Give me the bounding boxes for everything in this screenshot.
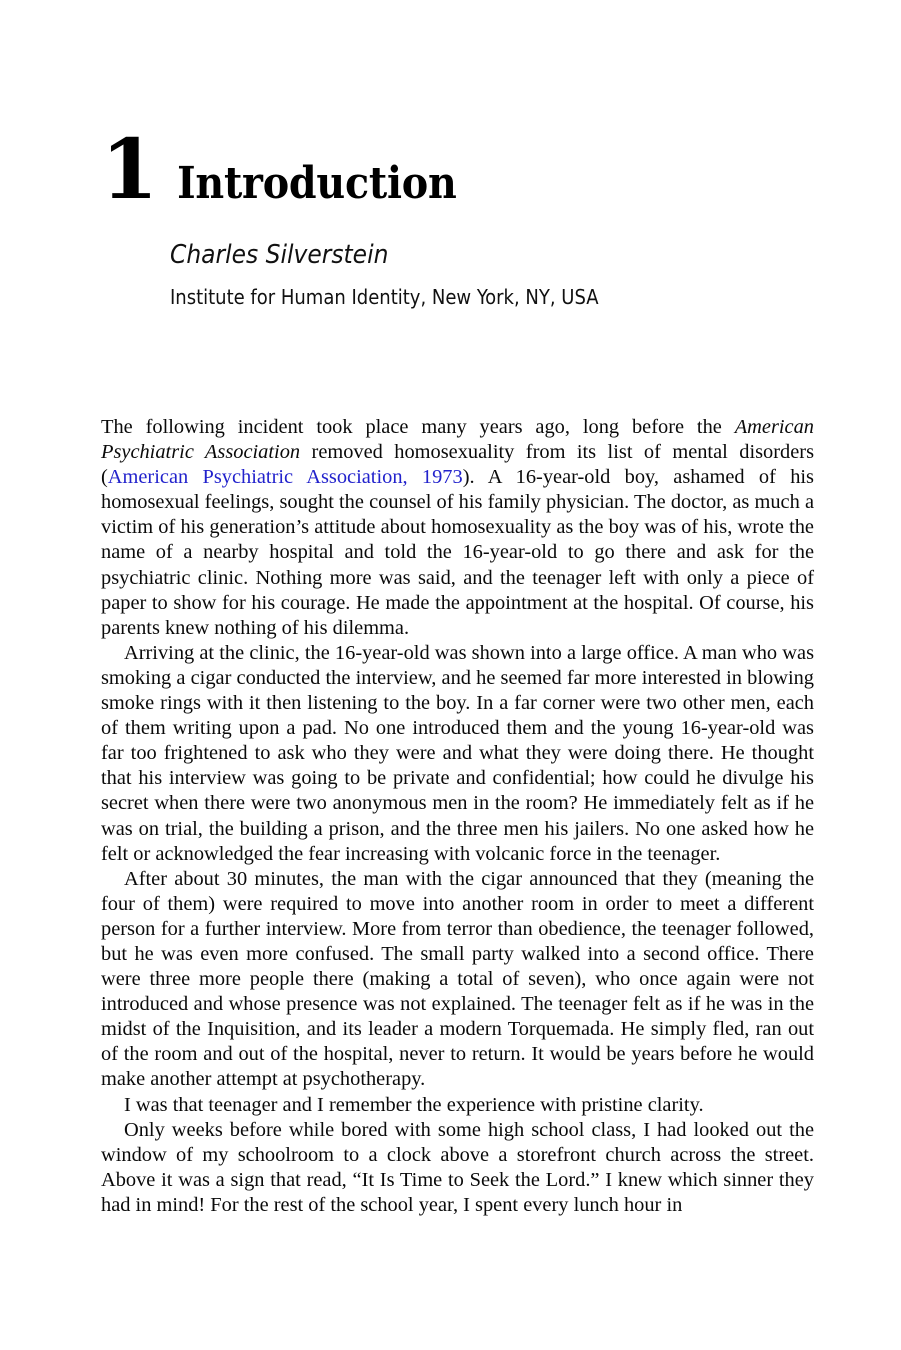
body-paragraph [101, 641, 814, 867]
text-run: ). A 16-year-old boy, ashamed of his homosexual feelings, sought the counsel of his family physician. The doctor, as much a victim of his generation’s attitude about homosexuality as the boy was of his, wrote the name of a nearby hospital and told the 16-year-old to go there and ask for the psychiatric clinic. Nothing more was said, and the teenager left with only a piece of paper to show for his courage. He made the appointment at the hospital. Of course, his parents knew nothing of his dilemma. [101, 466, 814, 639]
body-paragraph [101, 415, 814, 641]
text-run: The following incident took place many years ago, long before the [101, 416, 735, 438]
author-affiliation: Institute for Human Identity, New York, NY, USA [170, 285, 599, 309]
body-text-column [101, 415, 814, 1218]
italic-term: American Psychiatric Association [101, 416, 814, 464]
text-run: Only weeks before while bored with some high school class, I had looked out the window of my schoolroom to a clock above a storefront church across the street. Above it was a sign that read, “It Is Time to Seek the Lord.” I knew which sinner they had in mind! For the rest of the school year, I spent every lunch hour in [101, 1118, 814, 1216]
chapter-title: Introduction [177, 158, 457, 209]
body-paragraph [101, 1093, 814, 1118]
body-paragraph [101, 1118, 814, 1218]
author-name: Charles Silverstein [170, 240, 389, 270]
text-run: After about 30 minutes, the man with the cigar announced that they (meaning the four of them) were required to move into another room in order to meet a different person for a further interview. More from terror than obedience, the teenager followed, but he was even more confused. The small party walked into a second office. There were three more people there (making a total of seven), who once again were not introduced and whose presence was not explained. The teenager felt as if he was in the midst of the Inquisition, and its leader a modern Torquemada. He simply fled, ran out of the room and out of the hospital, never to return. It would be years before he would make another attempt at psychotherapy. [101, 867, 814, 1091]
chapter-heading [101, 122, 457, 218]
text-run: I was that teenager and I remember the experience with pristine clarity. [124, 1093, 704, 1116]
text-run: removed homosexuality from its list of mental disorders ( [101, 441, 815, 489]
body-paragraph [101, 867, 814, 1093]
chapter-number: 1 [101, 122, 158, 218]
text-run: Arriving at the clinic, the 16-year-old was shown into a large office. A man who was smoking a cigar conducted the interview, and he seemed far more interested in blowing smoke rings with it then listening to the boy. In a far corner were two other men, each of them writing upon a pad. No one introduced them and the young 16-year-old was far too frightened to ask who they were and what they were doing there. He thought that his interview was going to be private and confidential; how could he divulge his secret when there were two anonymous men in the room? He immediately felt as if he was on trial, the building a prison, and the three men his jailers. No one asked how he felt or acknowledged the fear increasing with volcanic force in the teenager. [101, 641, 814, 865]
citation-link[interactable]: American Psychiatric Association, 1973 [107, 466, 463, 489]
